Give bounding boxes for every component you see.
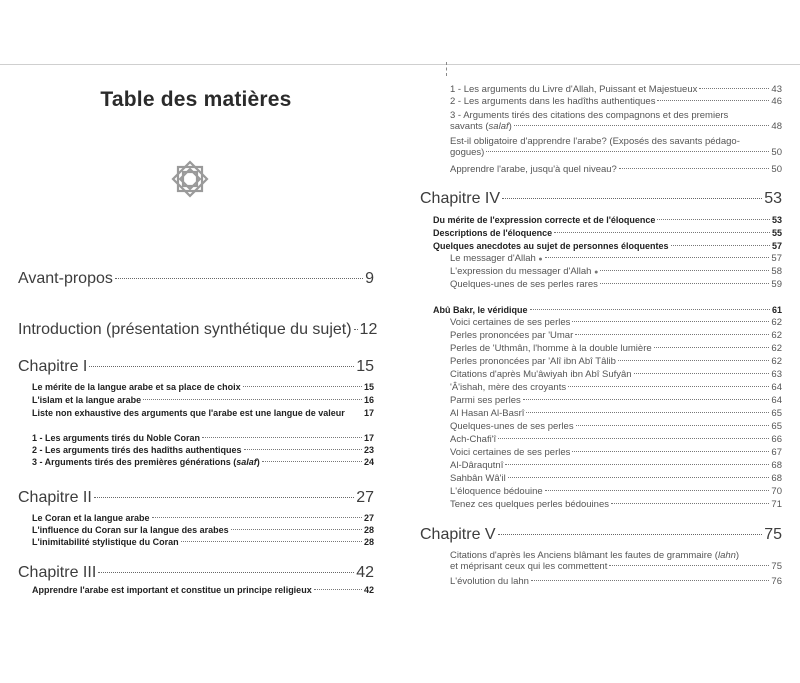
toc-entry[interactable]: Quelques anecdotes au sujet de personnes éloquentes 57 <box>433 241 782 251</box>
salutation-icon: ● <box>594 269 599 276</box>
toc-entry[interactable]: Perles prononcées par 'Umar 62 <box>450 330 782 341</box>
toc-entry-chapitre-4[interactable]: Chapitre IV 53 <box>420 190 782 207</box>
toc-entry[interactable]: Du mérite de l'expression correcte et de l'éloquence 53 <box>433 215 782 225</box>
toc-entry[interactable]: 3 - Arguments tirés des premières générations (salaf) 24 <box>32 457 374 467</box>
toc-entry[interactable]: Perles prononcées par 'Alî ibn Abî Tâlib 62 <box>450 356 782 367</box>
toc-entry[interactable]: L'islam et la langue arabe 16 <box>32 395 374 405</box>
toc-entry[interactable]: L'influence du Coran sur la langue des arabes 28 <box>32 525 374 535</box>
salutation-icon: ● <box>538 256 543 263</box>
left-page <box>18 64 378 683</box>
toc-entry[interactable]: L'évolution du lahn 76 <box>450 576 782 587</box>
toc-entry-chapitre-5[interactable]: Chapitre V 75 <box>420 526 782 543</box>
toc-entry[interactable]: Apprendre l'arabe est important et constitue un principe religieux 42 <box>32 585 374 595</box>
toc-entry[interactable]: Al Hasan Al-Basrî 65 <box>450 408 782 419</box>
toc-entry[interactable]: Tenez ces quelques perles bédouines 71 <box>450 499 782 510</box>
toc-entry[interactable]: Ach-Chafi'î 66 <box>450 434 782 445</box>
toc-entry[interactable]: L'expression du messager d'Allah ● 58 <box>450 266 782 277</box>
toc-entry[interactable]: L'inimitabilité stylistique du Coran 28 <box>32 537 374 547</box>
toc-entry[interactable]: Parmi ses perles 64 <box>450 395 782 406</box>
toc-entry-avant-propos[interactable]: Avant-propos 9 <box>18 270 374 287</box>
toc-entry-multiline[interactable]: Est-il obligatoire d'apprendre l'arabe? (Exposés des savants pédago- gogues) 50 <box>450 136 782 158</box>
toc-entry[interactable]: Al-Dâraqutnî 68 <box>450 460 782 471</box>
octagram-knot-icon <box>169 158 211 200</box>
toc-entry-chapitre-2[interactable]: Chapitre II 27 <box>18 489 374 506</box>
toc-entry[interactable]: Descriptions de l'éloquence 55 <box>433 228 782 238</box>
toc-entry-multiline[interactable]: 3 - Arguments tirés des citations des compagnons et des premiers savants (salaf) 48 <box>450 110 782 132</box>
toc-entry-multiline[interactable]: Citations d'après les Anciens blâmant les fautes de grammaire (lahn) et méprisant ceux qui les commettent 75 <box>450 550 782 572</box>
toc-entry[interactable]: 2 - Les arguments tirés des hadîths authentiques 23 <box>32 445 374 455</box>
toc-entry[interactable]: 'Â'ishah, mère des croyants 64 <box>450 382 782 393</box>
toc-entry[interactable]: Voici certaines de ses perles 62 <box>450 317 782 328</box>
toc-entry[interactable]: 1 - Les arguments tirés du Noble Coran 17 <box>32 433 374 443</box>
toc-entry[interactable]: Quelques-unes de ses perles 65 <box>450 421 782 432</box>
toc-entry[interactable]: Le mérite de la langue arabe et sa place de choix 15 <box>32 382 374 392</box>
toc-entry[interactable]: Sahbân Wâ'il 68 <box>450 473 782 484</box>
toc-entry[interactable]: 2 - Les arguments dans les hadîths authentiques 46 <box>450 96 782 107</box>
toc-entry[interactable]: Citations d'après Mu'âwiyah ibn Abî Sufyân 63 <box>450 369 782 380</box>
toc-entry[interactable]: Le Coran et la langue arabe 27 <box>32 513 374 523</box>
toc-entry[interactable]: Abû Bakr, le véridique 61 <box>433 305 782 315</box>
right-page <box>420 64 782 683</box>
toc-entry[interactable]: Liste non exhaustive des arguments que l'arabe est une langue de valeur 17 <box>32 408 374 418</box>
toc-entry[interactable]: Apprendre l'arabe, jusqu'à quel niveau? 50 <box>450 164 782 175</box>
toc-entry[interactable]: Voici certaines de ses perles 67 <box>450 447 782 458</box>
page-title: Table des matières <box>100 88 292 111</box>
toc-entry-chapitre-3[interactable]: Chapitre III 42 <box>18 564 374 581</box>
toc-entry-chapitre-1[interactable]: Chapitre I 15 <box>18 358 374 375</box>
toc-entry[interactable]: 1 - Les arguments du Livre d'Allah, Puissant et Majestueux 43 <box>450 84 782 95</box>
toc-entry-introduction[interactable]: Introduction (présentation synthétique du sujet) 12 <box>18 321 378 338</box>
toc-entry[interactable]: Perles de 'Uthmân, l'homme à la double lumière 62 <box>450 343 782 354</box>
toc-entry[interactable]: Quelques-unes de ses perles rares 59 <box>450 279 782 290</box>
toc-entry[interactable]: Le messager d'Allah ● 57 <box>450 253 782 264</box>
toc-entry[interactable]: L'éloquence bédouine 70 <box>450 486 782 497</box>
